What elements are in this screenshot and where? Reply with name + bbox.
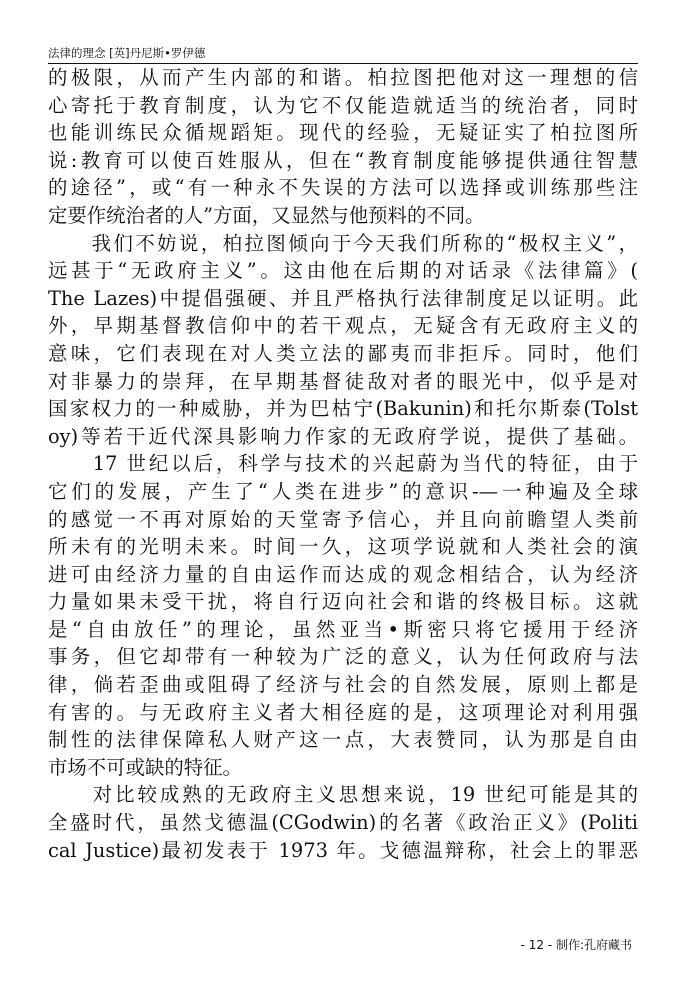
text-line: 对非暴力的崇拜，在早期基督徒敌对者的眼光中，似乎是对 bbox=[48, 369, 638, 393]
body-text bbox=[48, 64, 638, 864]
text-line: 律，倘若歪曲或阻碍了经济与社会的自然发展，原则上都是 bbox=[48, 673, 638, 697]
text-line: 心寄托于教育制度，认为它不仅能造就适当的统治者，同时 bbox=[48, 93, 638, 117]
text-line: 是“自由放任”的理论，虽然亚当•斯密只将它援用于经济 bbox=[48, 617, 638, 641]
text-line: 市场不可或缺的特征。 bbox=[48, 755, 242, 779]
text-line: 也能训练民众循规蹈矩。现代的经验，无疑证实了柏拉图所 bbox=[48, 121, 638, 145]
text-line: 进可由经济力量的自由运作而达成的观念相结合，认为经济 bbox=[48, 562, 638, 586]
text-line: 意味，它们表现在对人类立法的鄙夷而非拒斥。同时，他们 bbox=[48, 341, 638, 365]
text-line: 所未有的光明未来。时间一久，这项学说就和人类社会的演 bbox=[48, 535, 638, 559]
text-line: 的途径”，或“有一种永不失误的方法可以选择或训练那些注 bbox=[48, 176, 638, 200]
text-line: 的极限，从而产生内部的和谐。柏拉图把他对这一理想的信 bbox=[48, 66, 638, 89]
text-line: 的感觉一不再对原始的天堂寄予信心，并且向前瞻望人类前 bbox=[48, 507, 638, 531]
text-line: 远甚于“无政府主义”。这由他在后期的对话录《法律篇》( bbox=[48, 259, 638, 283]
text-line: 制性的法律保障私人财产这一点，大表赞同，认为那是自由 bbox=[48, 728, 638, 752]
running-title: 法律的理念 [英]丹尼斯•罗伊德 bbox=[48, 46, 206, 60]
text-line: oy)等若干近代深具影响力作家的无政府学说，提供了基础。 bbox=[48, 424, 638, 448]
text-line: cal Justice)最初发表于 1973 年。戈德温辩称，社会上的罪恶 bbox=[48, 838, 638, 862]
text-line: 定要作统治者的人”方面，又显然与他预料的不同。 bbox=[48, 203, 485, 227]
text-line: 它们的发展，产生了“人类在进步”的意识-—一种遍及全球 bbox=[48, 479, 638, 503]
text-line: The Lazes)中提倡强硬、并且严格执行法律制度足以证明。此 bbox=[48, 286, 638, 310]
page-footer bbox=[521, 936, 632, 953]
text-line: 对比较成熟的无政府主义思想来说，19 世纪可能是其的 bbox=[48, 783, 638, 807]
text-line: 我们不妨说，柏拉图倾向于今天我们所称的“极权主义”， bbox=[48, 231, 638, 255]
page-number-credit: - 12 - 制作:孔府藏书 bbox=[520, 938, 632, 952]
running-header bbox=[48, 45, 638, 64]
text-line: 有害的。与无政府主义者大相径庭的是，这项理论对利用强 bbox=[48, 700, 638, 724]
text-line: 17 世纪以后，科学与技术的兴起蔚为当代的特征，由于 bbox=[48, 452, 638, 476]
text-line: 事务，但它却带有一种较为广泛的意义，认为任何政府与法 bbox=[48, 645, 638, 669]
text-line: 力量如果未受干扰，将自行迈向社会和谐的终极目标。这就 bbox=[48, 590, 638, 614]
text-line: 外，早期基督教信仰中的若干观点，无疑含有无政府主义的 bbox=[48, 314, 638, 338]
text-line: 说:教育可以使百姓服从，但在“教育制度能够提供通往智慧 bbox=[48, 148, 638, 172]
text-line: 全盛时代，虽然戈德温(CGodwin)的名著《政治正义》(Politi bbox=[48, 811, 638, 835]
text-line: 国家权力的一种威胁，并为巴枯宁(Bakunin)和托尔斯泰(Tolst bbox=[48, 397, 638, 421]
